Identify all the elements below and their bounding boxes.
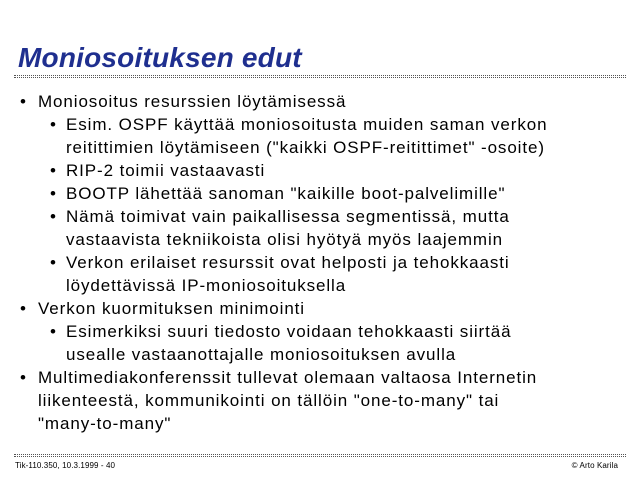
bullet-item <box>0 297 640 320</box>
footer-copyright: © Arto Karila <box>571 461 618 470</box>
bullet-marker: • <box>20 368 27 387</box>
bullet-text <box>66 320 640 366</box>
bullet-text-line: BOOTP lähettää sanoman "kaikille boot-palvelimille" <box>66 184 506 203</box>
bullet-text <box>66 182 640 205</box>
bullet-marker: • <box>50 161 57 180</box>
bullet-item <box>0 366 640 435</box>
bullet-marker: • <box>50 253 57 272</box>
bullet-text-line: Verkon erilaiset resurssit ovat helposti ja tehokkaasti <box>66 253 510 272</box>
bullet-text-line: löydettävissä IP-moniosoituksella <box>66 276 347 295</box>
title-divider-secondary <box>14 77 626 78</box>
bullet-text-line: usealle vastaanottajalle moniosoituksen avulla <box>66 345 457 364</box>
bullet-text-line: Nämä toimivat vain paikallisessa segmentissä, mutta <box>66 207 510 226</box>
bullet-text-line: Esim. OSPF käyttää moniosoitusta muiden saman verkon <box>66 115 548 134</box>
bullet-text-line: vastaavista tekniikoista olisi hyötyä myös laajemmin <box>66 230 504 249</box>
bullet-text-line: "many-to-many" <box>38 414 172 433</box>
bullet-text-line: Verkon kuormituksen minimointi <box>38 299 305 318</box>
bullet-text <box>38 366 640 435</box>
bullet-list <box>0 90 640 435</box>
bullet-text-line: Esimerkiksi suuri tiedosto voidaan tehokkaasti siirtää <box>66 322 512 341</box>
bullet-marker: • <box>50 184 57 203</box>
slide-title: Moniosoituksen edut <box>18 42 302 73</box>
bullet-marker: • <box>50 322 57 341</box>
sub-bullet-item <box>0 182 640 205</box>
bullet-text <box>66 205 640 251</box>
sub-bullet-item <box>0 320 640 366</box>
bullet-text-line: RIP-2 toimii vastaavasti <box>66 161 266 180</box>
bullet-text-line: Moniosoitus resurssien löytämisessä <box>38 92 347 111</box>
bullet-text <box>38 297 640 320</box>
title-divider <box>14 75 626 76</box>
bullet-text-line: reitittimien löytämiseen ("kaikki OSPF-reitittimet" -osoite) <box>66 138 545 157</box>
bullet-marker: • <box>50 207 57 226</box>
sub-bullet-item <box>0 159 640 182</box>
bullet-item <box>0 90 640 113</box>
bullet-text <box>38 90 640 113</box>
footer-divider <box>14 454 626 455</box>
sub-bullet-item <box>0 205 640 251</box>
bullet-text <box>66 159 640 182</box>
sub-bullet-item <box>0 251 640 297</box>
footer-divider-secondary <box>14 456 626 457</box>
bullet-marker: • <box>20 92 27 111</box>
bullet-marker: • <box>50 115 57 134</box>
bullet-text <box>66 251 640 297</box>
bullet-text-line: Multimediakonferenssit tullevat olemaan valtaosa Internetin <box>38 368 538 387</box>
sub-bullet-item <box>0 113 640 159</box>
bullet-text <box>66 113 640 159</box>
bullet-marker: • <box>20 299 27 318</box>
bullet-text-line: liikenteestä, kommunikointi on tällöin "one-to-many" tai <box>38 391 500 410</box>
footer-course-info: Tik-110.350, 10.3.1999 - 40 <box>15 461 116 470</box>
